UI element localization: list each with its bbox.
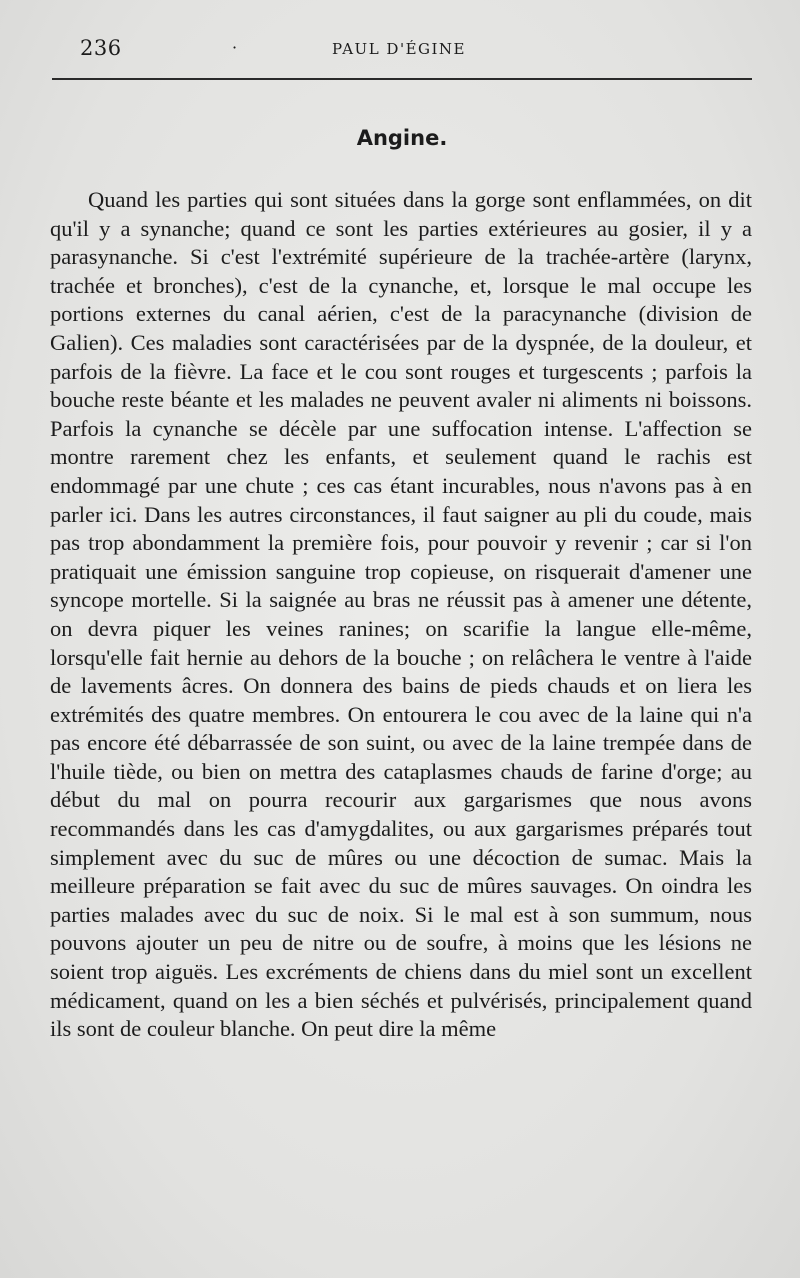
page-number: 236	[80, 36, 122, 60]
running-head	[80, 36, 752, 70]
header-separator: ·	[232, 38, 238, 57]
header-rule	[52, 78, 752, 80]
body-paragraph: Quand les parties qui sont situées dans la gorge sont enflammées, on dit qu'il y a synanche; quand ce sont les parties extérieures au gosier, il y a parasynanche. Si c'est l'extrémité supérieure de la trachée-artère (larynx, trachée et bronches), c'est de la cynanche, et, lorsque le mal occupe les portions externes du canal aérien, c'est de la paracynanche (division de Galien). Ces maladies sont caractérisées par de la dyspnée, de la douleur, et parfois de la fièvre. La face et le cou sont rouges et turgescents ; parfois la bouche reste béante et les malades ne peuvent avaler ni aliments ni boissons. Parfois la cynanche se décèle par une suffocation intense. L'affection se montre rarement chez les enfants, et seulement quand le rachis est endommagé par une chute ; ces cas étant incurables, nous n'avons pas à en parler ici. Dans les autres circonstances, il faut saigner au pli du coude, mais pas trop abondamment la première fois, pour pouvoir y revenir ; car si l'on pratiquait une émission sanguine trop copieuse, on risquerait d'amener une syncope mortelle. Si la saignée au bras ne réussit pas à amener une détente, on devra piquer les veines ranines; on scarifie la langue elle-même, lorsqu'elle fait hernie au dehors de la bouche ; on relâchera le ventre à l'aide de lavements âcres. On donnera des bains de pieds chauds et on liera les extrémités des quatre membres. On entourera le cou avec de la laine qui n'a pas encore été débarrassée de son suint, ou avec de la laine trempée dans de l'huile tiède, ou bien on mettra des cataplasmes chauds de farine d'orge; au début du mal on pourra recourir aux gargarismes que nous avons recommandés dans les cas d'amygdalites, ou aux gargarismes préparés tout simplement avec du suc de mûres ou une décoction de sumac. Mais la meilleure préparation se fait avec du suc de mûres sauvages. On oindra les parties malades avec du suc de noix. Si le mal est à son summum, nous pouvons ajouter un peu de nitre ou de soufre, à moins que les lésions ne soient trop aiguës. Les excréments de chiens dans du miel sont un excellent médicament, quand on les a bien séchés et pulvérisés, principalement quand ils sont de couleur blanche. On peut dire la même	[50, 187, 752, 1042]
running-title: PAUL D'ÉGINE	[332, 40, 467, 58]
section-title: Angine.	[356, 126, 448, 150]
